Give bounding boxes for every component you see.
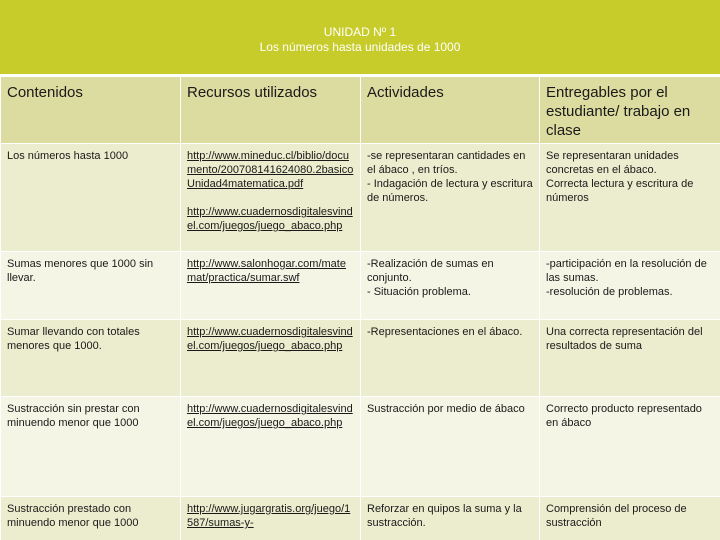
- activities-text: Reforzar en quipos la suma y la sustracción.: [367, 503, 522, 529]
- table-row: [1, 320, 720, 397]
- activities-text: Sustracción por medio de ábaco: [367, 403, 525, 415]
- table-row: [1, 497, 720, 540]
- column-header-activities: Actividades: [361, 77, 540, 144]
- table-row: [1, 144, 720, 252]
- resource-link[interactable]: http://www.cuadernosdigitalesvindel.com/juegos/juego_abaco.php: [187, 326, 353, 352]
- cell-resources: [181, 144, 361, 252]
- unit-subtitle: Los números hasta unidades de 1000: [259, 40, 461, 54]
- table-row: [1, 397, 720, 497]
- cell-resources: [181, 252, 361, 320]
- cell-resources: [181, 397, 361, 497]
- table-header-row: [1, 77, 720, 144]
- resource-link[interactable]: http://www.jugargratis.org/juego/1587/sumas-y-: [187, 503, 351, 529]
- cell-activities: [361, 252, 540, 320]
- column-header-resources: Recursos utilizados: [181, 77, 361, 144]
- cell-activities: [361, 320, 540, 397]
- unit-title: UNIDAD Nº 1: [323, 25, 397, 39]
- cell-deliverables: [540, 252, 720, 320]
- resource-link[interactable]: http://www.mineduc.cl/biblio/documento/200708141624080.2basicoUnidad4matematica.pdf: [187, 150, 354, 190]
- cell-resources: [181, 497, 361, 540]
- column-header-deliverables: Entregables por el estudiante/ trabajo en clase: [540, 77, 720, 144]
- cell-deliverables: [540, 320, 720, 397]
- resource-link[interactable]: http://www.salonhogar.com/matemat/practica/sumar.swf: [187, 258, 346, 284]
- cell-content: Sustracción prestado con minuendo menor que 1000: [1, 497, 181, 540]
- cell-content: Sustracción sin prestar con minuendo menor que 1000: [1, 397, 181, 497]
- cell-resources: [181, 320, 361, 397]
- deliverables-text: Se representaran unidades concretas en el ábaco. Correcta lectura y escritura de números: [546, 150, 694, 204]
- cell-activities: [361, 144, 540, 252]
- cell-deliverables: [540, 497, 720, 540]
- cell-content: Sumas menores que 1000 sin llevar.: [1, 252, 181, 320]
- cell-content: Sumar llevando con totales menores que 1000.: [1, 320, 181, 397]
- resource-link[interactable]: http://www.cuadernosdigitalesvindel.com/juegos/juego_abaco.php: [187, 206, 353, 232]
- deliverables-text: -participación en la resolución de las sumas. -resolución de problemas.: [546, 258, 707, 298]
- activities-text: -Realización de sumas en conjunto. - Situación problema.: [367, 258, 494, 298]
- deliverables-text: Una correcta representación del resultados de suma: [546, 326, 703, 352]
- cell-deliverables: [540, 397, 720, 497]
- cell-deliverables: [540, 144, 720, 252]
- cell-activities: [361, 397, 540, 497]
- resource-link[interactable]: http://www.cuadernosdigitalesvindel.com/juegos/juego_abaco.php: [187, 403, 353, 429]
- cell-activities: [361, 497, 540, 540]
- activities-text: -Representaciones en el ábaco.: [367, 326, 523, 338]
- deliverables-text: Correcto producto representado en ábaco: [546, 403, 702, 429]
- activities-text: -se representaran cantidades en el ábaco , en tríos. - Indagación de lectura y escritura de números.: [367, 150, 533, 204]
- planning-table: [0, 76, 720, 540]
- table-row: [1, 252, 720, 320]
- column-header-contents: Contenidos: [1, 77, 181, 144]
- unit-header: [0, 0, 720, 76]
- deliverables-text: Comprensión del proceso de sustracción: [546, 503, 687, 529]
- cell-content: Los números hasta 1000: [1, 144, 181, 252]
